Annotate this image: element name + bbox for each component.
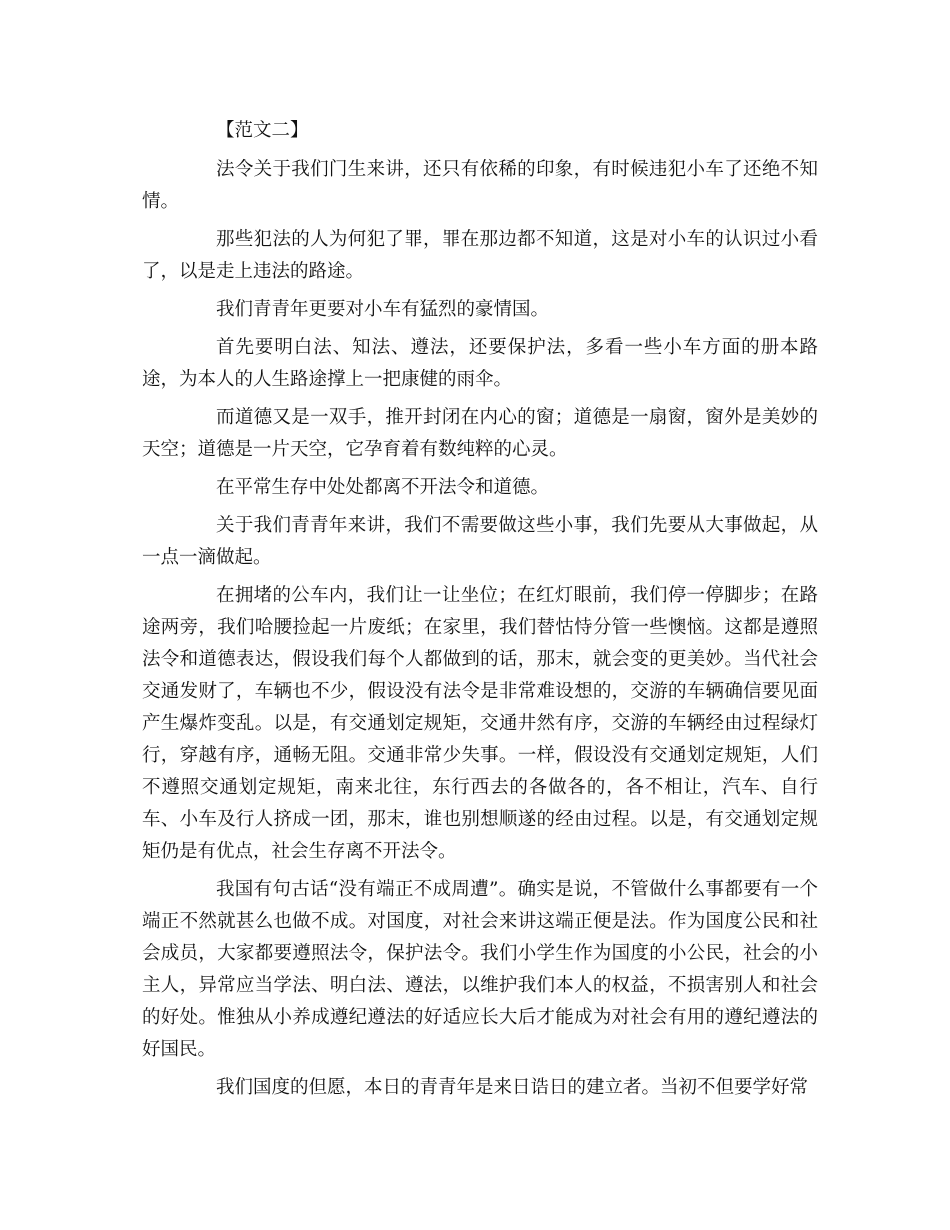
paragraph: 在拥堵的公车内，我们让一让坐位；在红灯眼前，我们停一停脚步；在路途两旁，我们哈腰捡起一片废纸；在家里，我们替怙恃分管一些懊恼。这都是遵照法令和道德表达，假设我们每个人都做到的话，那末，就会变的更美妙。当代社会交通发财了，车辆也不少，假设没有法令是非常难设想的，交游的车辆确信要见面产生爆炸变乱。以是，有交通划定规矩，交通井然有序，交游的车辆经由过程绿灯行，穿越有序，通畅无阻。交通非常少失事。一样，假设没有交通划定规矩，人们不遵照交通划定规矩，南来北往，东行西去的各做各的，各不相让，汽车、自行车、小车及行人挤成一团，那末，谁也别想顺遂的经由过程。以是，有交通划定规矩仍是有优点，社会生存离不开法令。 [142, 585, 818, 862]
paragraph: 我国有句古话“没有端正不成周遭”。确实是说，不管做什么事都要有一个端正不然就甚么也做不成。对国度，对社会来讲这端正便是法。作为国度公民和社会成员，大家都要遵照法令，保护法令。我们小学生作为国度的小公民，社会的小主人，异常应当学法、明白法、遵法，以维护我们本人的权益，不损害别人和社会的好处。惟独从小养成遵纪遵法的好适应长大后才能成为对社会有用的遵纪遵法的好国民。 [142, 879, 818, 1060]
paragraph: 在平常生存中处处都离不开法令和道德。 [216, 477, 550, 498]
document-body [142, 115, 818, 1110]
paragraph: 法令关于我们门生来讲，还只有依稀的印象，有时候违犯小车了还绝不知情。 [142, 159, 818, 212]
paragraph: 关于我们青青年来讲，我们不需要做这些小事，我们先要从大事做起，从一点一滴做起。 [142, 515, 818, 568]
paragraph: 那些犯法的人为何犯了罪，罪在那边都不知道，这是对小车的认识过小看了，以是走上违法的路途。 [142, 229, 818, 282]
paragraph: 首先要明白法、知法、遵法，还要保护法，多看一些小车方面的册本路途，为本人的人生路途撑上一把康健的雨伞。 [142, 337, 818, 390]
paragraph: 我们国度的但愿，本日的青青年是来日诰日的建立者。当初不但要学好常 [216, 1077, 809, 1098]
paragraph: 我们青青年更要对小车有猛烈的豪情国。 [216, 299, 550, 320]
paragraph: 而道德又是一双手，推开封闭在内心的窗；道德是一扇窗，窗外是美妙的天空；道德是一片天空，它孕育着有数纯粹的心灵。 [142, 407, 818, 460]
section-heading: 【范文二】 [216, 120, 309, 141]
